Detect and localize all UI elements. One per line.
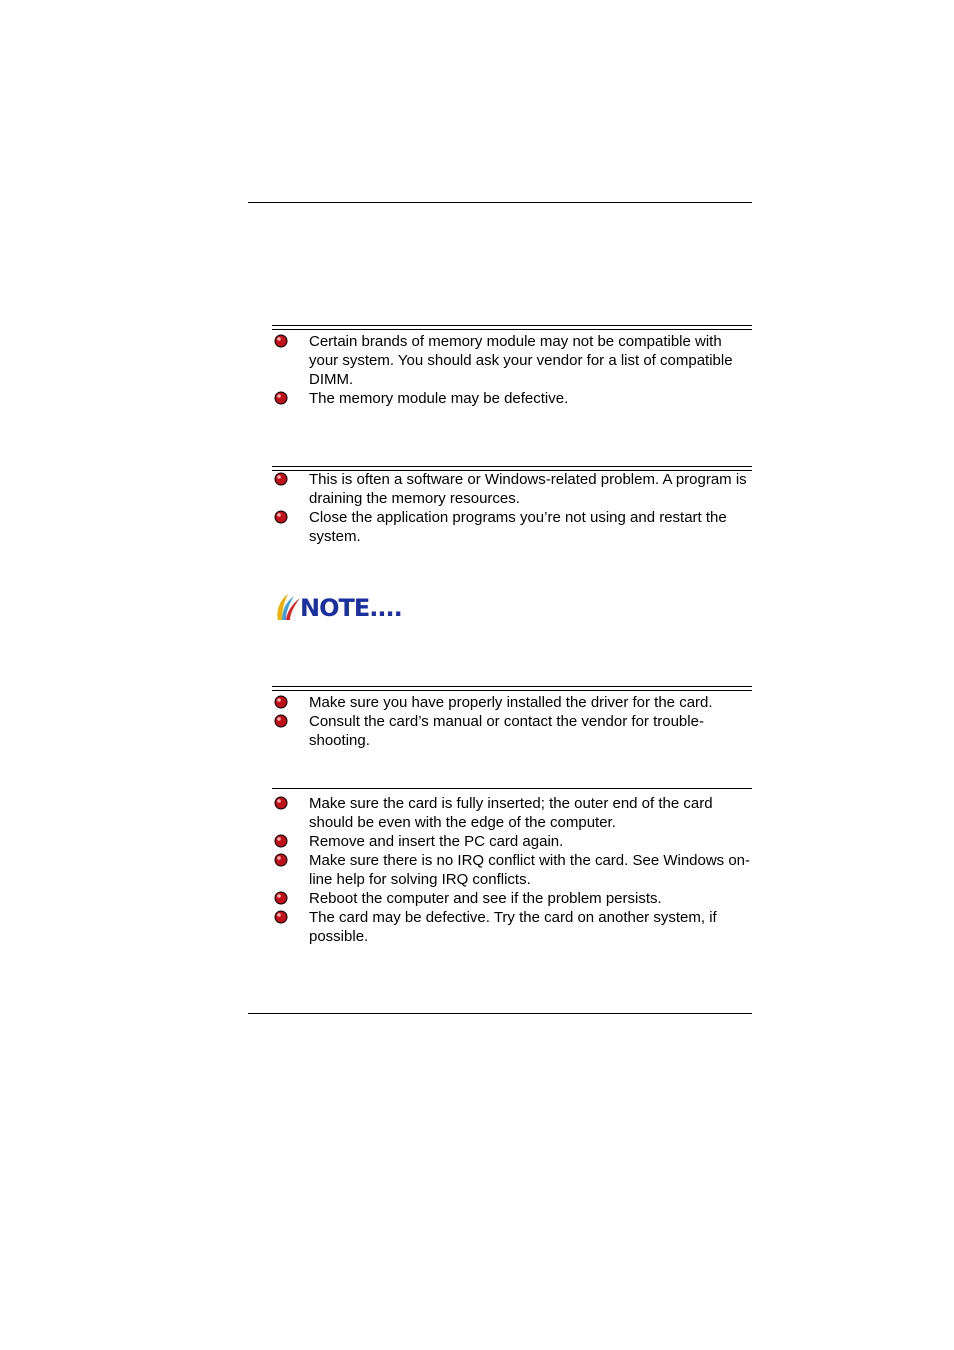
list-item-text: Reboot the computer and see if the problem persists. [309,890,662,907]
list-item-text: Close the application programs you’re not using and restart the system. [309,509,727,545]
list-item [274,693,754,712]
list-item [274,470,754,508]
list-item-text: The memory module may be defective. [309,390,569,407]
bullet-icon [274,796,288,810]
bullet-list [274,794,754,946]
list-item-text: The card may be defective. Try the card on another system, if possible. [309,909,717,945]
bullet-icon [274,853,288,867]
bullet-icon [274,391,288,405]
list-item-text: Certain brands of memory module may not be compatible with your system. You should ask your vendor for a list of compatible DIMM. [309,333,733,388]
list-item [274,508,754,546]
list-item [274,889,754,908]
list-item-text: Make sure you have properly installed the driver for the card. [309,694,713,711]
section-divider [272,325,752,330]
bullet-list [274,693,754,750]
bullet-icon [274,472,288,486]
bullet-list [274,332,754,408]
list-item [274,794,754,832]
list-item [274,332,754,389]
bullet-icon [274,334,288,348]
list-item [274,832,754,851]
list-item [274,908,754,946]
list-item-text: Make sure there is no IRQ conflict with the card. See Windows on-line help for solving IRQ conflicts. [309,852,751,888]
list-item [274,389,754,408]
list-item-text: Remove and insert the PC card again. [309,833,564,850]
note-label: NOTE.... [300,594,402,622]
list-item [274,712,754,750]
section-divider [272,686,752,691]
bullet-icon [274,714,288,728]
footer-rule [248,1013,752,1014]
list-item-text: This is often a software or Windows-related problem. A program is draining the memory resources. [309,471,747,507]
note-logo [274,592,414,624]
bullet-icon [274,891,288,905]
bullet-icon [274,834,288,848]
header-rule [248,202,752,203]
bullet-icon [274,910,288,924]
list-item-text: Consult the card’s manual or contact the vendor for trouble-shooting. [309,713,704,749]
list-item [274,851,754,889]
bullet-icon [274,510,288,524]
bullet-list [274,470,754,546]
bullet-icon [274,695,288,709]
section-divider [272,788,752,789]
list-item-text: Make sure the card is fully inserted; the outer end of the card should be even with the edge of the computer. [309,795,713,831]
